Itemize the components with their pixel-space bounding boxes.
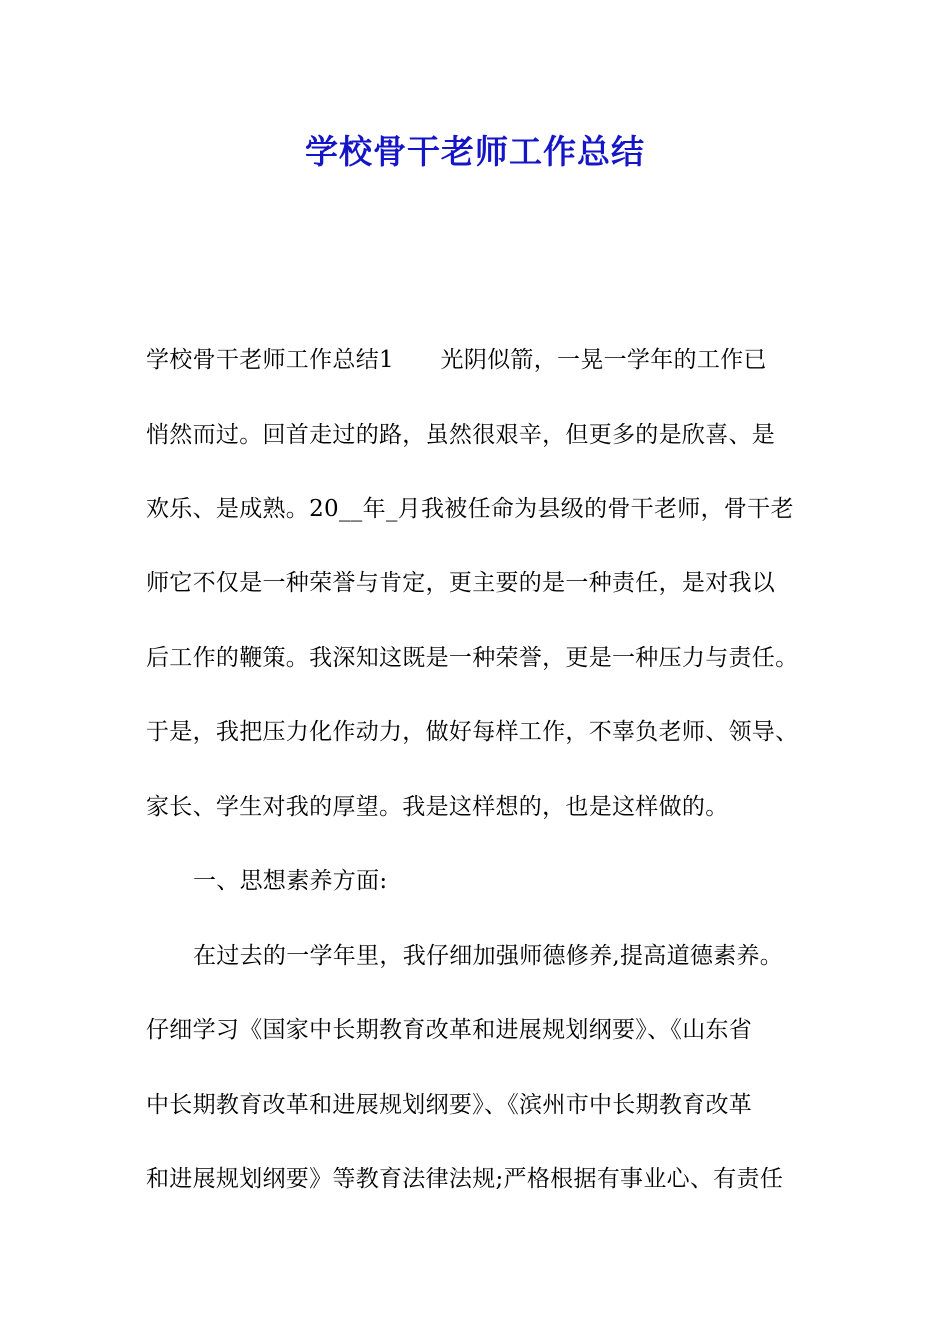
section-heading: 一、思想素养方面: [193,868,388,894]
paragraph-line: 欢乐、是成熟。20__年_月我被任命为县级的骨干老师，骨干老 [146,496,794,522]
paragraph-line: 学校骨干老师工作总结1 光阴似箭，一晃一学年的工作已 [146,347,767,373]
document-title: 学校骨干老师工作总结 [305,132,645,171]
paragraph-line: 师它不仅是一种荣誉与肯定，更主要的是一种责任，是对我以 [146,570,776,596]
paragraph-line: 于是，我把压力化作动力，做好每样工作，不辜负老师、领导、 [146,719,799,745]
paragraph-line: 后工作的鞭策。我深知这既是一种荣誉，更是一种压力与责任。 [146,645,799,671]
paragraph-line: 在过去的一学年里，我仔细加强师德修养,提高道德素养。 [193,943,784,969]
paragraph-line: 中长期教育改革和进展规划纲要》、《滨州市中长期教育改革 [146,1092,753,1118]
paragraph-line: 家长、学生对我的厚望。我是这样想的，也是这样做的。 [146,794,729,820]
paragraph-line: 悄然而过。回首走过的路，虽然很艰辛，但更多的是欣喜、是 [146,422,776,448]
paragraph-line: 和进展规划纲要》等教育法律法规;严格根据有事业心、有责任 [146,1166,784,1192]
paragraph-line: 仔细学习《国家中长期教育改革和进展规划纲要》、《山东省 [146,1017,753,1043]
